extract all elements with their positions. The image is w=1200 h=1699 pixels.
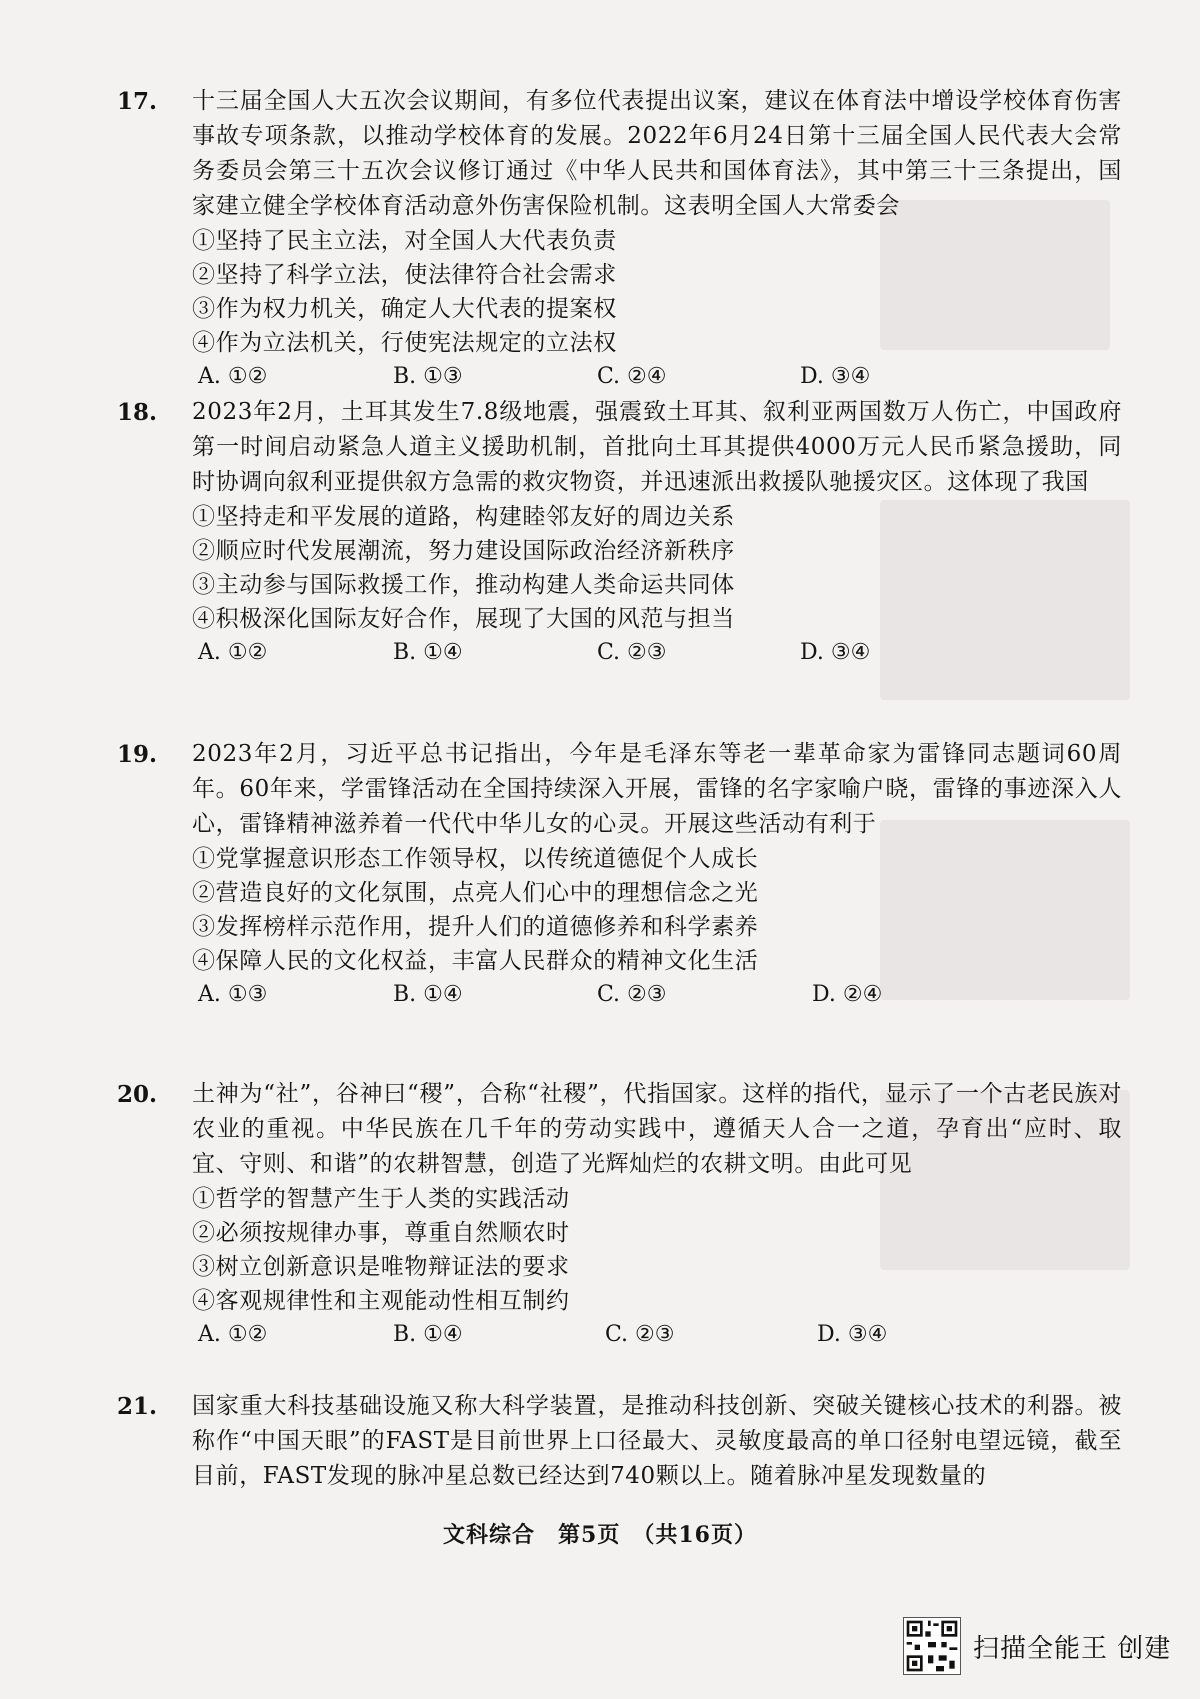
question-number: 19. [117,741,158,768]
option: ③作为权力机关，确定人大代表的提案权 [192,296,617,322]
choice-d: D. ③④ [800,640,871,665]
answer-choices [192,978,1122,1012]
question-stem: 2023年2月，土耳其发生7.8级地震，强震致土耳其、叙利亚两国数万人伤亡，中国政府第一时间启动紧急人道主义援助机制，首批向土耳其提供4000万元人民币紧急援助，同时协调向叙利亚提供叙方急需的救灾物资，并迅速派出救援队驰援灾区。这体现了我国 [192,399,1122,495]
option: ①坚持了民主立法，对全国人大代表负责 [192,228,617,254]
option: ③树立创新意识是唯物辩证法的要求 [192,1254,570,1280]
question-stem: 土神为“社”，谷神曰“稷”，合称“社稷”，代指国家。这样的指代，显示了一个古老民族对农业的重视。中华民族在几千年的劳动实践中，遵循天人合一之道，孕育出“应时、取宜、守则、和谐”的农耕智慧，创造了光辉灿烂的农耕文明。由此可见 [192,1081,1122,1177]
choice-a: A. ①② [198,1322,268,1347]
choice-a: A. ①② [198,364,268,389]
answer-choices [192,360,1122,394]
choice-b: B. ①③ [393,364,463,389]
question-number: 17. [117,88,158,115]
question-number: 21. [117,1393,158,1420]
choice-a: A. ①③ [198,982,268,1007]
choice-a: A. ①② [198,640,268,665]
choice-d: D. ③④ [800,364,871,389]
answer-choices [192,1318,1122,1352]
option: ②坚持了科学立法，使法律符合社会需求 [192,262,617,288]
option: ④保障人民的文化权益，丰富人民群众的精神文化生活 [192,948,759,974]
question-18 [117,395,1122,670]
option: ③主动参与国际救援工作，推动构建人类命运共同体 [192,572,735,598]
scanner-label: 扫描全能王 创建 [973,1633,1172,1664]
choice-c: C. ②③ [597,982,667,1007]
option: ④作为立法机关，行使宪法规定的立法权 [192,330,617,356]
question-21 [117,1389,1122,1494]
question-number: 20. [117,1081,158,1108]
question-stem: 2023年2月，习近平总书记指出，今年是毛泽东等老一辈革命家为雷锋同志题词60周年。60年来，学雷锋活动在全国持续深入开展，雷锋的名字家喻户晓，雷锋的事迹深入人心，雷锋精神滋养着一代代中华儿女的心灵。开展这些活动有利于 [192,741,1122,837]
option: ②必须按规律办事，尊重自然顺农时 [192,1220,570,1246]
qr-code-icon [903,1617,961,1675]
question-20 [117,1077,1122,1352]
question-stem: 国家重大科技基础设施又称大科学装置，是推动科技创新、突破关键核心技术的利器。被称作“中国天眼”的FAST是目前世界上口径最大、灵敏度最高的单口径射电望远镜，截至目前，FAST发现的脉冲星总数已经达到740颗以上。随着脉冲星发现数量的 [192,1393,1122,1489]
question-number: 18. [117,399,158,426]
option: ②营造良好的文化氛围，点亮人们心中的理想信念之光 [192,880,759,906]
option: ①党掌握意识形态工作领导权，以传统道德促个人成长 [192,846,759,872]
question-stem: 十三届全国人大五次会议期间，有多位代表提出议案，建议在体育法中增设学校体育伤害事故专项条款，以推动学校体育的发展。2022年6月24日第十三届全国人民代表大会常务委员会第三十五次会议修订通过《中华人民共和国体育法》，其中第三十三条提出，国家建立健全学校体育活动意外伤害保险机制。这表明全国人大常委会 [192,88,1122,219]
choice-b: B. ①④ [393,1322,463,1347]
choice-b: B. ①④ [393,640,463,665]
choice-d: D. ②④ [812,982,883,1007]
option: ③发挥榜样示范作用，提升人们的道德修养和科学素养 [192,914,759,940]
option: ①哲学的智慧产生于人类的实践活动 [192,1186,570,1212]
scanner-watermark [903,1617,1171,1675]
choice-c: C. ②③ [605,1322,675,1347]
option: ①坚持走和平发展的道路，构建睦邻友好的周边关系 [192,504,735,530]
answer-choices [192,636,1122,670]
option: ④客观规律性和主观能动性相互制约 [192,1288,570,1314]
question-19 [117,737,1122,1012]
choice-c: C. ②③ [597,640,667,665]
choice-b: B. ①④ [393,982,463,1007]
option: ②顺应时代发展潮流，努力建设国际政治经济新秩序 [192,538,735,564]
page-footer: 文科综合 第5页 （共16页） [443,1522,757,1548]
option: ④积极深化国际友好合作，展现了大国的风范与担当 [192,606,735,632]
choice-d: D. ③④ [817,1322,888,1347]
question-17 [117,84,1122,394]
choice-c: C. ②④ [597,364,667,389]
